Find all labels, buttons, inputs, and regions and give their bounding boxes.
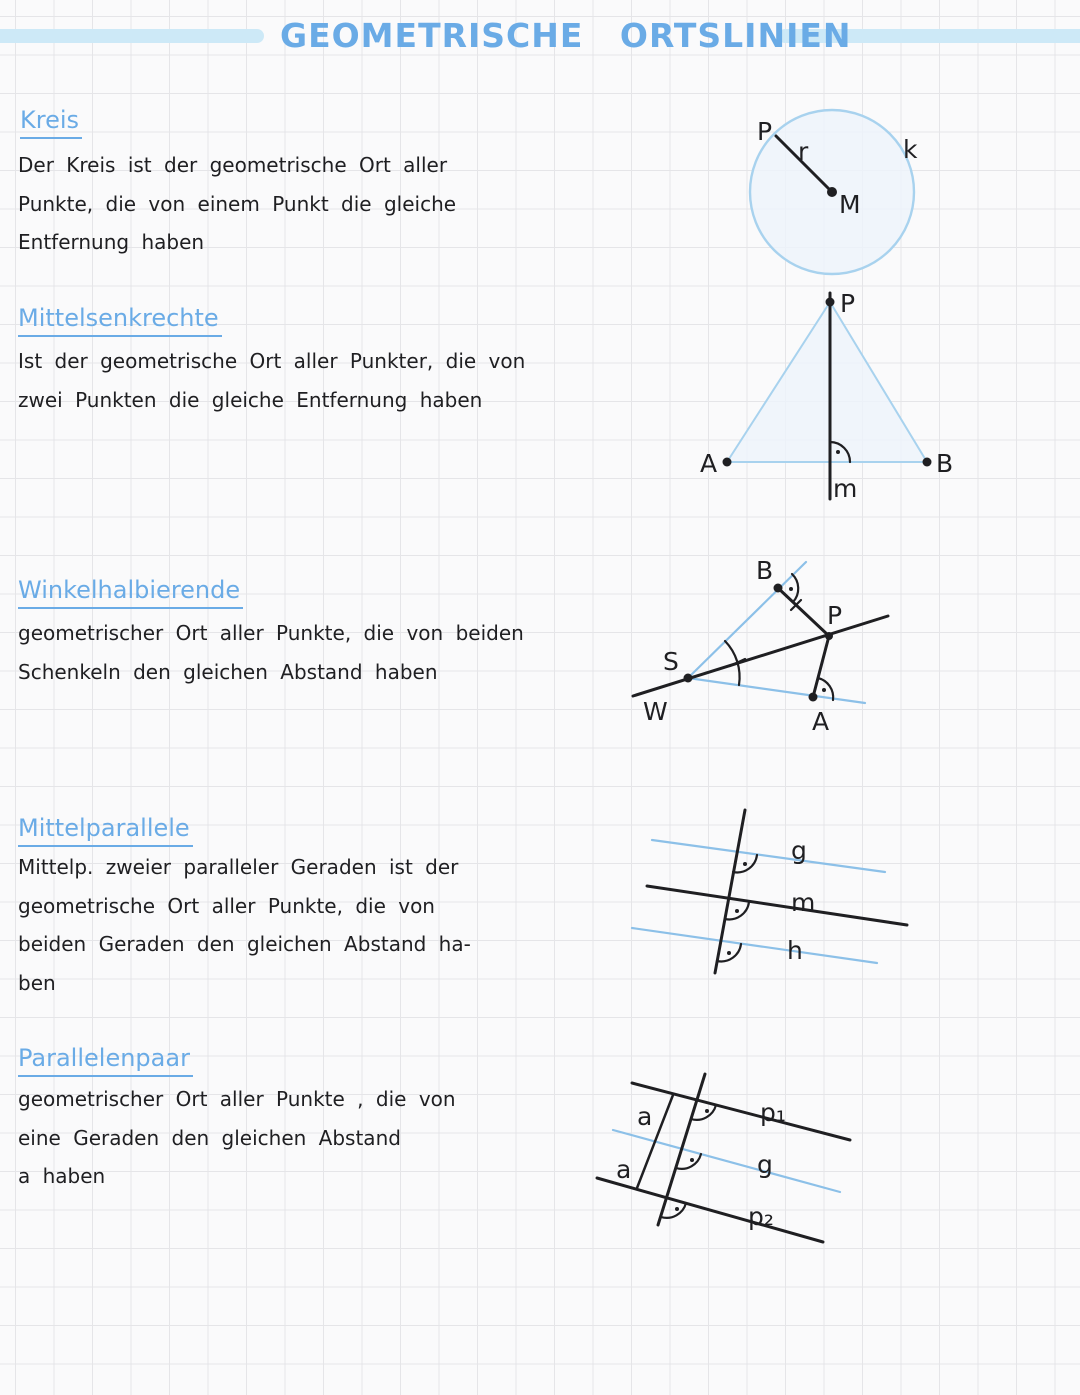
label-p2: p₂	[748, 1202, 774, 1231]
triangle-apb	[727, 302, 927, 462]
text-line: Mittelp. zweier paralleler Geraden ist der	[18, 855, 459, 879]
angle-bisector-diagram	[600, 545, 930, 750]
point-p	[826, 298, 835, 307]
perpendicular-bisector-diagram	[690, 283, 1000, 513]
label-k: k	[903, 135, 918, 164]
line-p2	[597, 1178, 823, 1242]
label-p: P	[827, 601, 843, 630]
label-r: r	[798, 137, 809, 166]
text-line: zwei Punkten die gleiche Entfernung haben	[18, 387, 483, 412]
text-line: Der Kreis ist der geometrische Ort aller	[18, 153, 448, 177]
section-body-kreis	[18, 146, 456, 262]
segment-bp	[778, 588, 829, 636]
point-p	[825, 632, 833, 640]
point-a	[723, 458, 732, 467]
line-m	[647, 886, 907, 925]
section-heading-mittelsenkrechte: Mittelsenkrechte	[18, 304, 222, 337]
lower-arm	[688, 678, 865, 703]
text-line: eine Geraden den gleichen Abstand	[18, 1125, 401, 1150]
section-body-parallelenpaar	[18, 1080, 456, 1196]
text-line: beiden Geraden den gleichen Abstand ha-	[18, 932, 471, 956]
section-heading-parallelenpaar: Parallelenpaar	[18, 1044, 193, 1077]
text-line: Punkte, die von einem Punkt die gleiche	[18, 191, 457, 216]
label-h: h	[787, 936, 803, 965]
line-h	[632, 928, 877, 963]
label-g: g	[757, 1150, 773, 1179]
text-line: ben	[18, 970, 56, 995]
label-p1: p₁	[760, 1098, 786, 1127]
point-a	[809, 693, 818, 702]
right-angle-dot-b	[789, 587, 793, 591]
point-s	[684, 674, 693, 683]
label-g: g	[791, 836, 807, 865]
page-title: GEOMETRISCHE ORTSLINIEN	[280, 16, 852, 55]
right-angle-dot-m	[735, 909, 739, 913]
section-heading-kreis: Kreis	[20, 106, 82, 139]
point-b	[923, 458, 932, 467]
right-angle-dot-g	[743, 862, 747, 866]
right-angle-dot-h	[727, 951, 731, 955]
line-p1	[632, 1083, 850, 1140]
text-line: Entfernung haben	[18, 230, 205, 254]
label-a-top: a	[637, 1102, 653, 1131]
segment-pa	[813, 636, 829, 697]
right-angle-dot-g	[690, 1158, 694, 1162]
text-line: Ist der geometrische Ort aller Punkter, die von	[18, 349, 526, 373]
label-p: P	[757, 117, 773, 146]
section-body-winkelhalbierende	[18, 614, 524, 691]
point-b	[774, 584, 783, 593]
label-w: W	[643, 697, 668, 726]
label-p: P	[840, 289, 856, 318]
title-highlight-bar-left	[0, 29, 264, 43]
section-heading-mittelparallele: Mittelparallele	[18, 814, 193, 847]
right-angle-dot	[836, 450, 840, 454]
center-point-m	[827, 187, 837, 197]
circle-diagram	[690, 95, 1000, 295]
label-m: m	[791, 888, 816, 917]
section-heading-winkelhalbierende: Winkelhalbierende	[18, 576, 243, 609]
text-line: geometrischer Ort aller Punkte, die von beiden	[18, 621, 524, 645]
right-angle-dot-p2	[675, 1207, 679, 1211]
label-b: B	[756, 556, 774, 585]
label-b: B	[936, 449, 954, 478]
text-line: a haben	[18, 1164, 106, 1188]
right-angle-dot-p1	[705, 1109, 709, 1113]
label-a: A	[812, 707, 830, 736]
text-line: Schenkeln den gleichen Abstand haben	[18, 659, 438, 684]
right-angle-dot-a	[822, 688, 826, 692]
line-g	[652, 840, 885, 872]
label-s: S	[663, 647, 679, 676]
label-m: m	[833, 474, 858, 503]
text-line: geometrischer Ort aller Punkte , die von	[18, 1087, 456, 1111]
section-body-mittelsenkrechte	[18, 342, 525, 419]
label-a: A	[700, 449, 718, 478]
section-body-mittelparallele	[18, 848, 471, 1002]
middle-parallel-diagram	[615, 798, 925, 988]
parallel-pair-diagram	[585, 1060, 915, 1260]
text-line: geometrische Ort aller Punkte, die von	[18, 893, 435, 918]
label-m: M	[839, 190, 861, 219]
label-a-bottom: a	[616, 1155, 632, 1184]
right-angle-arc-b	[792, 574, 798, 602]
